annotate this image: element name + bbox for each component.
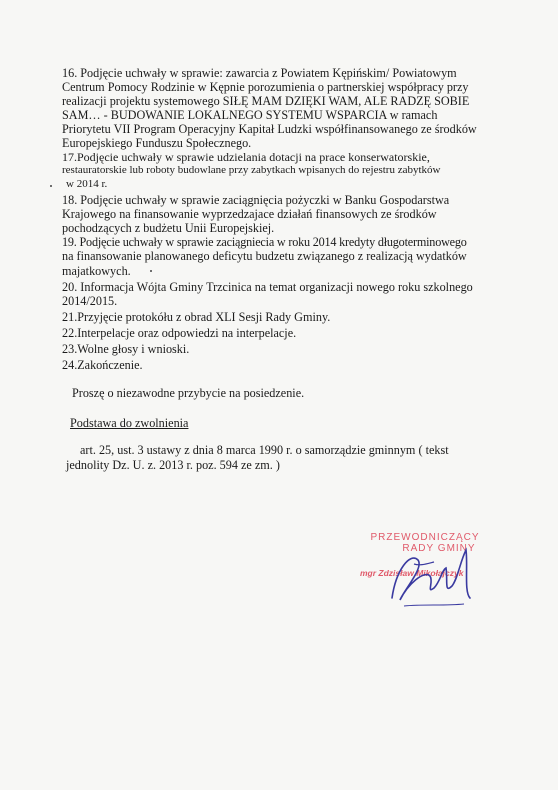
agenda-line: 18. Podjęcie uchwały w sprawie zaciągnięcia pożyczki w Banku Gospodarstwa	[62, 193, 450, 208]
agenda-line: Europejskiego Funduszu Społecznego.	[62, 136, 252, 151]
stamp-title: PRZEWODNICZĄCY	[370, 532, 480, 543]
agenda-line: SAM… - BUDOWANIE LOKALNEGO SYSTEMU WSPARCIA w ramach	[62, 108, 438, 123]
stamp-name: mgr Zdzisław Mikołajczyk	[360, 568, 464, 578]
agenda-item-18	[62, 193, 502, 235]
margin-mark	[150, 270, 152, 272]
agenda-line: 19. Podjęcie uchwały w sprawie zaciągniecia w roku 2014 kredyty długoterminowego	[62, 235, 467, 250]
agenda-item-23: 23.Wolne głosy i wnioski.	[62, 342, 190, 356]
agenda-item-20	[62, 280, 502, 308]
agenda-item-16	[62, 66, 502, 151]
agenda-line: w 2014 r.	[66, 177, 108, 190]
agenda-line: Krajowego na finansowanie wyprzedzajace działań finansowych ze środków	[62, 207, 437, 222]
attendance-request: Proszę o niezawodne przybycie na posiedzenie.	[72, 386, 305, 400]
agenda-item-19	[62, 235, 502, 277]
agenda-line: 16. Podjęcie uchwały w sprawie: zawarcia z Powiatem Kępińskim/ Powiatowym	[62, 66, 457, 80]
agenda-line: realizacji projektu systemowego SIŁĘ MAM DZIĘKI WAM, ALE RADZĘ SOBIE	[62, 94, 470, 109]
basis-text	[66, 443, 506, 473]
agenda-line: Priorytetu VII Program Operacyjny Kapitał Ludzki współfinansowanego ze środków	[62, 122, 477, 137]
agenda-line: 20. Informacja Wójta Gminy Trzcinica na temat organizacji nowego roku szkolnego	[62, 279, 473, 294]
agenda-list	[62, 66, 502, 372]
agenda-line: na finansowanie planowanego deficytu budzetu związanego z realizacją wydatków	[62, 249, 467, 264]
basis-line: art. 25, ust. 3 ustawy z dnia 8 marca 1990 r. o samorządzie gminnym ( tekst	[80, 443, 449, 457]
agenda-item-22: 22.Interpelacje oraz odpowiedzi na interpelacje.	[62, 325, 297, 340]
basis-heading: Podstawa do zwolnienia	[70, 416, 189, 430]
agenda-item-24: 24.Zakończenie.	[62, 358, 143, 373]
agenda-line: 2014/2015.	[62, 293, 118, 308]
agenda-line: Centrum Pomocy Rodzinie w Kępnie porozumienia o partnerskiej współpracy przy	[62, 80, 469, 95]
agenda-item-21: 21.Przyjęcie protokółu z obrad XLI Sesji Rady Gminy.	[62, 309, 331, 324]
agenda-line: majatkowych.	[62, 263, 131, 278]
agenda-item-17	[62, 151, 502, 192]
agenda-line: 17.Podjęcie uchwały w sprawie udzielania dotacji na prace konserwatorskie,	[62, 149, 430, 164]
stamp-council: RADY GMINY	[402, 543, 476, 554]
margin-mark	[50, 185, 52, 187]
basis-line: jednolity Dz. U. z. 2013 r. poz. 594 ze zm. )	[66, 458, 280, 472]
agenda-line: restauratorskie lub roboty budowlane przy zabytkach wpisanych do rejestru zabytków	[62, 164, 441, 177]
agenda-line: pochodzących z budżetu Unii Europejskiej.	[62, 221, 275, 236]
handwritten-signature	[374, 540, 484, 620]
